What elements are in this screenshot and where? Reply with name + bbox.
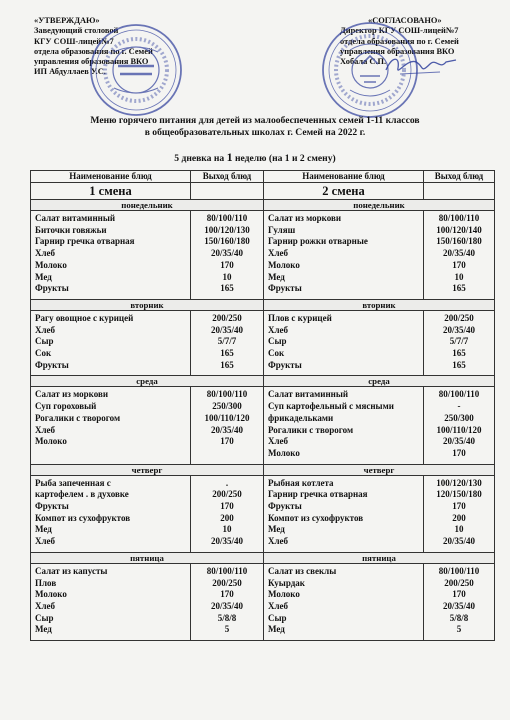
document-subtitle bbox=[0, 151, 510, 165]
dish-name: Гуляш bbox=[268, 224, 296, 235]
output-list-shift2 bbox=[424, 475, 495, 552]
dish-list-shift1 bbox=[31, 563, 191, 640]
document-title-line1: Меню горячего питания для детей из малообеспеченных семей 1-11 классов bbox=[90, 115, 420, 126]
table-header-row bbox=[31, 171, 495, 183]
output-list-shift2 bbox=[424, 211, 495, 300]
dish-name: Рыбная котлета bbox=[268, 477, 334, 488]
shift1-label: 1 смена bbox=[31, 183, 191, 200]
dish-name: Куырдак bbox=[268, 577, 305, 588]
dish-name: Мед bbox=[35, 524, 52, 535]
dish-name: Фрукты bbox=[35, 283, 69, 294]
approval-right-line: управления образования ВКО bbox=[340, 46, 455, 56]
dish-list-shift1 bbox=[31, 211, 191, 300]
dish-output: 170 bbox=[220, 501, 234, 512]
day-menu-row bbox=[31, 310, 495, 376]
output-list-shift2 bbox=[424, 387, 495, 464]
shift1-empty-cell bbox=[191, 183, 264, 200]
dish-name: Суп картофельный с мясными bbox=[268, 401, 394, 412]
dish-name: Компот из сухофруктов bbox=[35, 512, 131, 523]
dish-name: Плов с курицей bbox=[268, 312, 332, 323]
dish-output: 80/100/110 bbox=[206, 213, 248, 223]
dish-output: 5/8/8 bbox=[449, 612, 469, 623]
dish-output: 100/110/120 bbox=[204, 412, 250, 423]
dish-output: 5/7/7 bbox=[449, 336, 469, 347]
dish-output: 200/250 bbox=[212, 489, 242, 500]
dish-output: 5 bbox=[456, 624, 462, 635]
dish-output: 120/150/180 bbox=[436, 489, 482, 500]
dish-output: 170 bbox=[452, 259, 466, 270]
approval-right-heading: «СОГЛАСОВАНО» bbox=[368, 16, 442, 25]
dish-name: Мед bbox=[35, 271, 52, 282]
dish-name: Сок bbox=[268, 348, 285, 359]
dish-output: 165 bbox=[452, 359, 466, 370]
dish-output: 20/35/40 bbox=[442, 436, 475, 447]
dish-name: Салат из моркови bbox=[268, 213, 342, 223]
dish-output: . bbox=[225, 477, 229, 488]
dish-output: 165 bbox=[452, 283, 466, 294]
output-list-shift1 bbox=[191, 387, 264, 464]
dish-output: 170 bbox=[220, 259, 234, 270]
day-name-shift1: четверг bbox=[31, 464, 264, 475]
approval-left-line: отдела образования по г. Семей bbox=[34, 46, 153, 56]
dish-output: 20/35/40 bbox=[210, 536, 243, 547]
dish-name: Хлеб bbox=[268, 600, 289, 611]
approval-left-heading: «УТВЕРЖДАЮ» bbox=[34, 16, 100, 25]
dish-name: Салат из моркови bbox=[35, 389, 109, 400]
dish-output: 165 bbox=[220, 359, 234, 370]
dish-name: Плов bbox=[35, 577, 57, 588]
column-header-dish-shift2: Наименование блюд bbox=[264, 171, 424, 183]
day-name-shift1: вторник bbox=[31, 299, 264, 310]
dish-output: 5 bbox=[224, 624, 230, 635]
dish-output: 165 bbox=[220, 348, 234, 359]
dish-list-shift2 bbox=[264, 475, 424, 552]
day-name-shift2: вторник bbox=[264, 299, 495, 310]
document-title-line2: в общеобразовательных школах г. Семей на 2022 г. bbox=[144, 127, 366, 138]
dish-name: Молоко bbox=[35, 436, 67, 447]
dish-output: 20/35/40 bbox=[210, 324, 243, 335]
dish-output: 20/35/40 bbox=[210, 424, 243, 435]
dish-list-shift2 bbox=[264, 563, 424, 640]
dish-name: картофелем . в духовке bbox=[35, 489, 129, 500]
approval-left-line: Заведующий столовой bbox=[34, 26, 119, 36]
dish-output: 10 bbox=[454, 524, 464, 535]
dish-output: 80/100/110 bbox=[438, 565, 480, 576]
dish-name: Хлеб bbox=[268, 536, 289, 547]
dish-list-shift1 bbox=[31, 310, 191, 376]
day-name-shift2: пятница bbox=[264, 552, 495, 563]
dish-list-shift1 bbox=[31, 475, 191, 552]
dish-output: 20/35/40 bbox=[210, 600, 243, 611]
dish-name: Молоко bbox=[268, 259, 300, 270]
day-header-row bbox=[31, 299, 495, 310]
dish-name: Рагу овощное с курицей bbox=[35, 312, 134, 323]
dish-output: 100/120/130 bbox=[204, 224, 250, 235]
dish-name: Мед bbox=[268, 624, 285, 635]
signature bbox=[380, 50, 460, 80]
approval-right-line: Хобала С.П. bbox=[340, 57, 387, 67]
dish-name: Салат витаминный bbox=[268, 389, 349, 400]
dish-output: 200/250 bbox=[212, 577, 242, 588]
dish-name: Фрукты bbox=[35, 501, 69, 512]
dish-name: Хлеб bbox=[35, 324, 56, 335]
approval-left-line: КГУ СОШ-лицей№7 bbox=[34, 36, 114, 46]
approval-left-line: ИП Абдуллаев У.С. bbox=[34, 67, 106, 77]
official-stamp-left bbox=[88, 22, 184, 118]
dish-name: Суп гороховый bbox=[35, 401, 97, 412]
dish-name: фрикадельками bbox=[268, 412, 334, 423]
dish-output: 200/250 bbox=[444, 577, 474, 588]
day-header-row bbox=[31, 552, 495, 563]
dish-output: 170 bbox=[452, 501, 466, 512]
day-menu-row bbox=[31, 475, 495, 552]
dish-output: 10 bbox=[222, 524, 232, 535]
dish-output: 100/110/120 bbox=[436, 424, 482, 435]
dish-name: Фрукты bbox=[268, 283, 302, 294]
output-list-shift1 bbox=[191, 475, 264, 552]
dish-name: Молоко bbox=[35, 259, 67, 270]
dish-list-shift1 bbox=[31, 387, 191, 464]
dish-name: Сыр bbox=[35, 336, 54, 347]
dish-name: Молоко bbox=[268, 589, 300, 600]
shift-row bbox=[31, 183, 495, 200]
dish-name: Хлеб bbox=[268, 248, 289, 259]
approval-right-line: отдела образования по г. Семей bbox=[340, 36, 459, 46]
dish-output: 200/250 bbox=[212, 312, 242, 323]
dish-name: Сок bbox=[35, 348, 52, 359]
dish-output: 250/300 bbox=[212, 401, 242, 412]
dish-output: 5/7/7 bbox=[217, 336, 237, 347]
day-name-shift2: понедельник bbox=[264, 200, 495, 211]
dish-output: 5/8/8 bbox=[217, 612, 237, 623]
day-header-row bbox=[31, 464, 495, 475]
output-list-shift1 bbox=[191, 211, 264, 300]
dish-output: 80/100/110 bbox=[438, 389, 480, 400]
dish-name: Мед bbox=[35, 624, 52, 635]
column-header-output-shift1: Выход блюд bbox=[191, 171, 264, 183]
dish-output: 165 bbox=[220, 283, 234, 294]
dish-output: - bbox=[457, 401, 461, 412]
dish-name: Гарнир гречка отварная bbox=[35, 236, 135, 247]
dish-name: Салат витаминный bbox=[35, 213, 116, 223]
dish-output: 20/35/40 bbox=[210, 248, 243, 259]
dish-name: Хлеб bbox=[35, 424, 56, 435]
dish-output: 20/35/40 bbox=[442, 600, 475, 611]
dish-output: 20/35/40 bbox=[442, 324, 475, 335]
output-list-shift1 bbox=[191, 563, 264, 640]
dish-output: 170 bbox=[452, 589, 466, 600]
approval-right-line: Директор КГУ СОШ-лицей№7 bbox=[340, 26, 459, 36]
dish-name: Молоко bbox=[268, 447, 300, 458]
dish-output: 200 bbox=[452, 512, 466, 523]
column-header-dish-shift1: Наименование блюд bbox=[31, 171, 191, 183]
dish-output: 200 bbox=[220, 512, 234, 523]
dish-list-shift2 bbox=[264, 211, 424, 300]
dish-output: 150/160/180 bbox=[436, 236, 482, 247]
days-body bbox=[31, 200, 495, 641]
day-header-row bbox=[31, 376, 495, 387]
dish-output: 80/100/110 bbox=[206, 565, 248, 576]
dish-name: Мед bbox=[268, 271, 285, 282]
dish-name: Хлеб bbox=[268, 324, 289, 335]
subtitle-suffix: неделю (на 1 и 2 смену) bbox=[232, 153, 336, 164]
dish-output: 150/160/180 bbox=[204, 236, 250, 247]
output-list-shift1 bbox=[191, 310, 264, 376]
dish-name: Фрукты bbox=[268, 359, 302, 370]
dish-name: Сыр bbox=[268, 336, 287, 347]
dish-output: 250/300 bbox=[444, 412, 474, 423]
dish-output: 80/100/110 bbox=[206, 389, 248, 400]
dish-output: 200/250 bbox=[444, 312, 474, 323]
day-name-shift2: четверг bbox=[264, 464, 495, 475]
dish-name: Хлеб bbox=[35, 536, 56, 547]
dish-name: Хлеб bbox=[35, 248, 56, 259]
dish-output: 80/100/110 bbox=[438, 213, 480, 223]
day-name-shift1: пятница bbox=[31, 552, 264, 563]
dish-output: 170 bbox=[452, 447, 466, 458]
dish-output: 10 bbox=[454, 271, 464, 282]
day-header-row bbox=[31, 200, 495, 211]
dish-name: Хлеб bbox=[268, 436, 289, 447]
output-list-shift2 bbox=[424, 310, 495, 376]
dish-list-shift2 bbox=[264, 310, 424, 376]
dish-name: Салат из капусты bbox=[35, 565, 108, 576]
day-name-shift2: среда bbox=[264, 376, 495, 387]
day-name-shift1: среда bbox=[31, 376, 264, 387]
output-list-shift2 bbox=[424, 563, 495, 640]
dish-output: 170 bbox=[220, 589, 234, 600]
dish-name: Мед bbox=[268, 524, 285, 535]
dish-name: Фрукты bbox=[35, 359, 69, 370]
dish-name: Молоко bbox=[35, 589, 67, 600]
subtitle-prefix: 5 дневка на bbox=[174, 153, 227, 164]
dish-name: Компот из сухофруктов bbox=[268, 512, 364, 523]
dish-name: Салат из свеклы bbox=[268, 565, 337, 576]
approval-left-line: управления образования ВКО bbox=[34, 57, 149, 67]
dish-output: 20/35/40 bbox=[442, 536, 475, 547]
dish-name: Рогалики с творогом bbox=[35, 412, 121, 423]
dish-name: Гарнир рожки отварные bbox=[268, 236, 368, 247]
dish-name: Хлеб bbox=[35, 600, 56, 611]
dish-list-shift2 bbox=[264, 387, 424, 464]
dish-name: Биточки говяжьи bbox=[35, 224, 107, 235]
subtitle-week-number: 1 bbox=[226, 150, 233, 164]
shift2-empty-cell bbox=[424, 183, 495, 200]
dish-output: 10 bbox=[222, 271, 232, 282]
day-menu-row bbox=[31, 563, 495, 640]
day-menu-row bbox=[31, 387, 495, 464]
dish-name: Рыба запеченная с bbox=[35, 477, 111, 488]
day-menu-row bbox=[31, 211, 495, 300]
dish-output: 165 bbox=[452, 348, 466, 359]
dish-output: 170 bbox=[220, 436, 234, 447]
dish-name: Фрукты bbox=[268, 501, 302, 512]
dish-name: Гарнир гречка отварная bbox=[268, 489, 368, 500]
shift2-label: 2 смена bbox=[264, 183, 424, 200]
dish-name: Рогалики с творогом bbox=[268, 424, 354, 435]
column-header-output-shift2: Выход блюд bbox=[424, 171, 495, 183]
dish-name: Сыр bbox=[35, 612, 54, 623]
dish-name: Сыр bbox=[268, 612, 287, 623]
dish-output: 20/35/40 bbox=[442, 248, 475, 259]
dish-output: 100/120/130 bbox=[436, 477, 482, 488]
day-name-shift1: понедельник bbox=[31, 200, 264, 211]
menu-table bbox=[30, 170, 495, 641]
dish-output: 100/120/140 bbox=[436, 224, 482, 235]
